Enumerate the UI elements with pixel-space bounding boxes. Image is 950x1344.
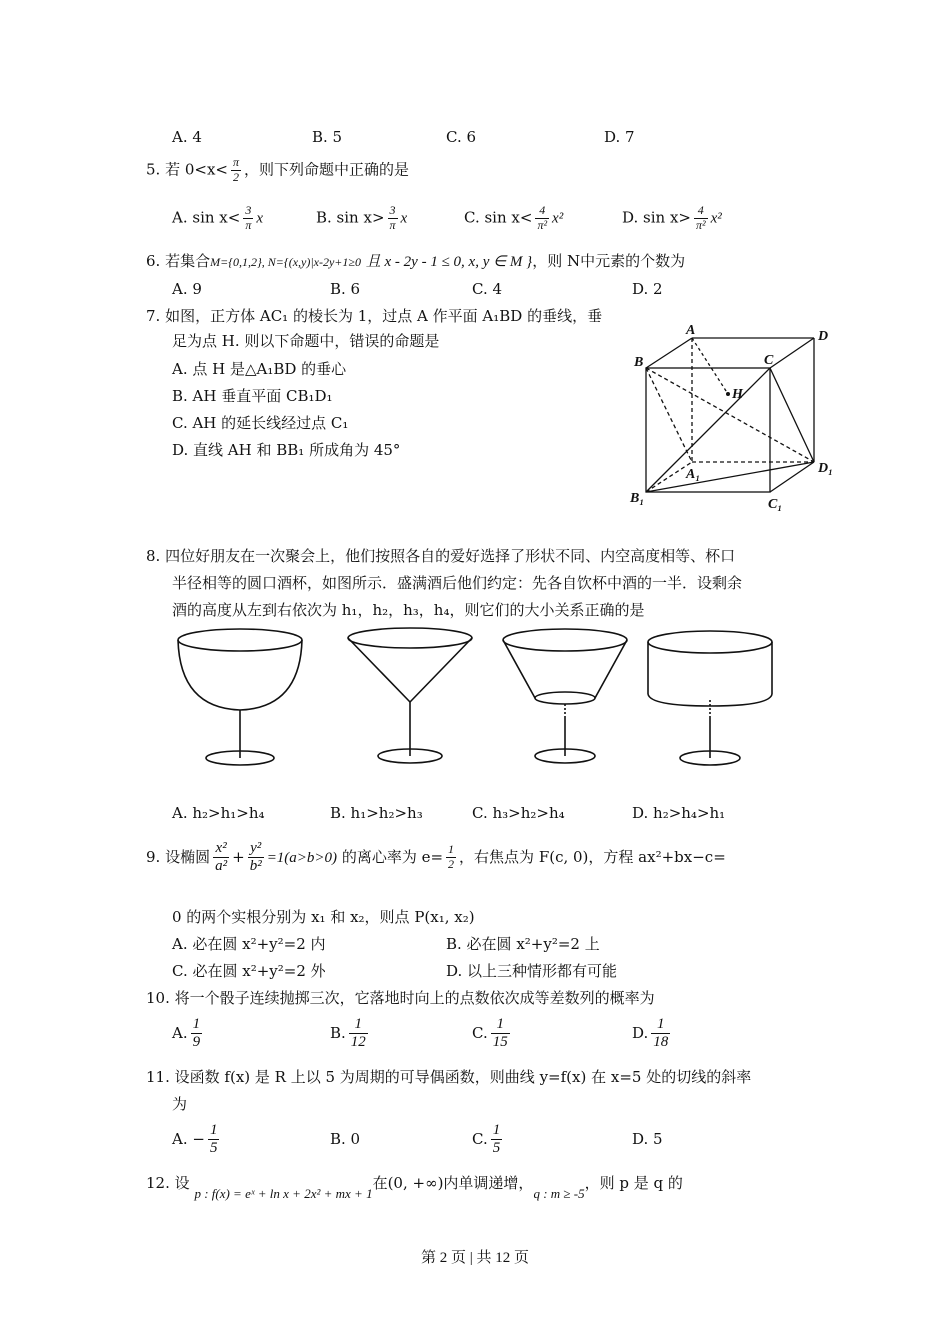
q12-stem-text: ，则 p 是 q 的	[584, 1174, 683, 1192]
option-text: D. sin x>	[622, 208, 691, 227]
option-label: B.	[330, 1023, 346, 1042]
fraction-numerator: 1	[491, 1016, 510, 1034]
option-fraction	[191, 1016, 203, 1052]
option-fraction	[388, 204, 398, 233]
fraction-numerator: 3	[388, 204, 398, 219]
label-b1: B₁	[630, 491, 645, 506]
option-text: A. sin x<	[172, 208, 241, 227]
q11-option-b: B. 0	[330, 1130, 361, 1148]
option-label: D.	[632, 1023, 649, 1042]
q9-stem-text: 的离心率为 e=	[341, 847, 444, 866]
q7-stem-text: 如图，正方体 AC₁ 的棱长为 1，过点 A 作平面 A₁BD 的垂线，垂	[165, 307, 603, 325]
fraction-numerator: 1	[208, 1122, 220, 1140]
fraction-denominator: 5	[492, 1140, 501, 1157]
fraction-denominator: a²	[215, 858, 228, 875]
option-text: C. sin x<	[464, 208, 533, 227]
q12-stem-text: 设	[174, 1174, 190, 1192]
fraction-numerator: 4	[694, 204, 708, 219]
q6-stem-text: 若集合	[165, 252, 211, 270]
q7-option-c: C. AH 的延长线经过点 C₁	[172, 414, 349, 432]
q7-option-b: B. AH 垂直平面 CB₁D₁	[172, 387, 333, 405]
label-d1: D₁	[818, 461, 833, 476]
fraction-denominator: 9	[192, 1034, 201, 1051]
option-fraction	[535, 204, 549, 233]
q11-line-2: 为	[172, 1095, 188, 1113]
q10-option-a	[172, 1016, 205, 1052]
q4-option-b: B. 5	[312, 128, 343, 146]
q9-option-a: A. 必在圆 x²+y²=2 内	[172, 935, 326, 953]
option-text: x	[256, 210, 264, 227]
q9-stem-text: ，右焦点为 F(c, 0)，方程 ax²+bx−c=	[459, 847, 726, 866]
q12-number: 12.	[146, 1174, 170, 1192]
glass-frustum	[503, 629, 627, 763]
q11-stem-text: 设函数 f(x) 是 R 上以 5 为周期的可导偶函数，则曲线 y=f(x) 在 x=5 处的切线的斜率	[174, 1068, 752, 1086]
label-h: H	[732, 387, 743, 402]
fraction-denominator: b²	[249, 858, 262, 875]
eccentricity-fraction	[446, 843, 456, 872]
label-b: B	[634, 355, 644, 370]
q8-line-2: 半径相等的圆口酒杯，如图所示．盛满酒后他们约定：先各自饮杯中酒的一半．设剩余	[172, 574, 743, 592]
q9-line-2: 0 的两个实根分别为 x₁ 和 x₂，则点 P(x₁, x₂)	[172, 908, 475, 926]
q7-option-d: D. 直线 AH 和 BB₁ 所成角为 45°	[172, 441, 401, 459]
q6-option-c: C. 4	[472, 280, 503, 298]
cube-figure	[624, 322, 844, 512]
q11-option-c	[472, 1122, 505, 1158]
option-label: C.	[472, 1129, 488, 1148]
fraction-numerator: 1	[448, 842, 455, 857]
fraction-numerator: 4	[535, 204, 549, 219]
option-fraction	[651, 1016, 670, 1052]
option-fraction	[243, 204, 253, 233]
label-c: C	[764, 353, 774, 368]
fraction-denominator: π²	[537, 217, 548, 232]
label-a: A	[686, 323, 696, 338]
q8-option-b: B. h₁>h₂>h₃	[330, 804, 423, 822]
ellipse-y-term	[248, 840, 264, 876]
option-text: x	[400, 210, 408, 227]
q9-option-b: B. 必在圆 x²+y²=2 上	[446, 935, 600, 953]
q11-option-a	[172, 1122, 222, 1158]
q6-stem-text: ，则 N中元素的个数为	[532, 252, 686, 270]
q7-line-2: 足为点 H. 则以下命题中，错误的命题是	[172, 332, 440, 350]
q8-option-c: C. h₃>h₂>h₄	[472, 804, 565, 822]
q6-stem	[146, 250, 685, 271]
ellipse-equation-rhs: =1(a>b>0)	[266, 849, 338, 866]
glass-hemisphere	[178, 629, 302, 765]
q11-number: 11.	[146, 1068, 170, 1086]
fraction-denominator: π	[245, 217, 252, 232]
q10-option-c	[472, 1016, 513, 1052]
glass-cone	[348, 628, 472, 763]
q9-stem-text: 设椭圆	[165, 847, 211, 866]
q7-number: 7.	[146, 307, 161, 325]
q10-option-b	[330, 1016, 371, 1052]
q6-set-definition: M={0,1,2}, N={(x,y)|x-2y+1≥0	[210, 255, 361, 269]
option-text: x²	[710, 210, 722, 227]
wine-glasses-figure	[170, 620, 780, 775]
q4-option-a: A. 4	[172, 128, 202, 146]
q5-stem-pre: 若 0<x<	[165, 160, 229, 179]
q5-option-d	[622, 204, 722, 233]
page-footer: 第 2 页 | 共 12 页	[420, 1250, 529, 1266]
q12-proposition-q: q : m ≥ -5	[533, 1186, 585, 1201]
q8-option-d: D. h₂>h₄>h₁	[632, 804, 726, 822]
q4-option-d: D. 7	[604, 128, 635, 146]
q5-option-b	[316, 204, 407, 233]
q5-stem	[146, 156, 409, 185]
option-label: A.	[172, 1023, 188, 1042]
fraction-denominator: 2	[233, 169, 240, 184]
q9-number: 9.	[146, 847, 161, 866]
q5-option-c	[464, 204, 563, 233]
fraction-denominator: 5	[209, 1140, 218, 1157]
fraction-numerator: 1	[491, 1122, 503, 1140]
q6-number: 6.	[146, 252, 161, 270]
fraction-denominator: 12	[350, 1034, 366, 1051]
q9-option-c: C. 必在圆 x²+y²=2 外	[172, 962, 326, 980]
option-label: A. −	[172, 1129, 205, 1148]
label-a1: A₁	[686, 467, 701, 482]
q5-stem-post: ，则下列命题中正确的是	[244, 160, 410, 179]
q8-stem-text: 四位好朋友在一次聚会上，他们按照各自的爱好选择了形状不同、内空高度相等、杯口	[165, 547, 736, 565]
q8-number: 8.	[146, 547, 161, 565]
option-text: x²	[552, 210, 564, 227]
ellipse-x-term	[213, 840, 229, 876]
option-fraction	[491, 1016, 510, 1052]
q7-option-a: A. 点 H 是△A₁BD 的垂心	[172, 360, 347, 378]
q8-line-1	[146, 545, 735, 566]
point-h	[726, 392, 730, 396]
q6-option-b: B. 6	[330, 280, 361, 298]
q4-option-c: C. 6	[446, 128, 477, 146]
fraction-numerator: x²	[213, 840, 229, 858]
fraction-denominator: π	[389, 217, 396, 232]
q9-stem: 9. 设椭圆 $\frac{\text{x²}}{\text{a²}}$ + $\frac{\text{y²}}{\text{b²}}$ =1(a>b>0) 的离心率为 e= $\frac{1}{2}$ ，右焦点为 F(c, 0)，方程 ax²+bx−c=	[146, 840, 726, 875]
q12-stem	[146, 1172, 683, 1201]
option-fraction	[491, 1122, 503, 1158]
option-fraction	[349, 1016, 368, 1052]
fraction-denominator: π²	[695, 217, 706, 232]
fraction-numerator: y²	[248, 840, 264, 858]
q8-line-3: 酒的高度从左到右依次为 h₁，h₂，h₃，h₄，则它们的大小关系正确的是	[172, 601, 645, 619]
q10-stem	[146, 987, 655, 1008]
label-d: D	[818, 329, 829, 344]
q12-stem-text: 在(0, +∞)内单调递增，	[372, 1174, 534, 1192]
q10-option-d	[632, 1016, 673, 1052]
q9-option-d: D. 以上三种情形都有可能	[446, 962, 618, 980]
fraction-denominator: 18	[653, 1034, 669, 1051]
q10-number: 10.	[146, 989, 170, 1007]
q11-line-1	[146, 1066, 751, 1087]
q6-option-a: A. 9	[172, 280, 202, 298]
option-fraction	[694, 204, 708, 233]
glass-cylinder	[648, 631, 772, 765]
fraction-numerator: 3	[243, 204, 253, 219]
q12-proposition-p: p : f(x) = eˣ + ln x + 2x² + mx + 1	[194, 1186, 373, 1201]
label-c1: C₁	[768, 497, 783, 512]
fraction-denominator: 2	[448, 857, 455, 872]
q8-option-a: A. h₂>h₁>h₄	[172, 804, 265, 822]
q6-set-condition: 且 x - 2y - 1 ≤ 0, x, y ∈ M }	[365, 254, 533, 270]
q10-stem-text: 将一个骰子连续抛掷三次，它落地时向上的点数依次成等差数列的概率为	[174, 989, 655, 1007]
fraction-numerator: 1	[349, 1016, 368, 1034]
q11-option-d: D. 5	[632, 1130, 663, 1148]
q5-stem-fraction	[231, 156, 241, 185]
q6-option-d: D. 2	[632, 280, 663, 298]
option-label: C.	[472, 1023, 488, 1042]
fraction-numerator: 1	[191, 1016, 203, 1034]
fraction-numerator: 1	[651, 1016, 670, 1034]
option-text: B. sin x>	[316, 208, 385, 227]
q7-line-1	[146, 305, 602, 326]
fraction-numerator: π	[233, 155, 240, 169]
fraction-denominator: 15	[492, 1034, 508, 1051]
q5-number: 5.	[146, 160, 161, 179]
q5-option-a	[172, 204, 263, 233]
option-fraction	[208, 1122, 220, 1158]
